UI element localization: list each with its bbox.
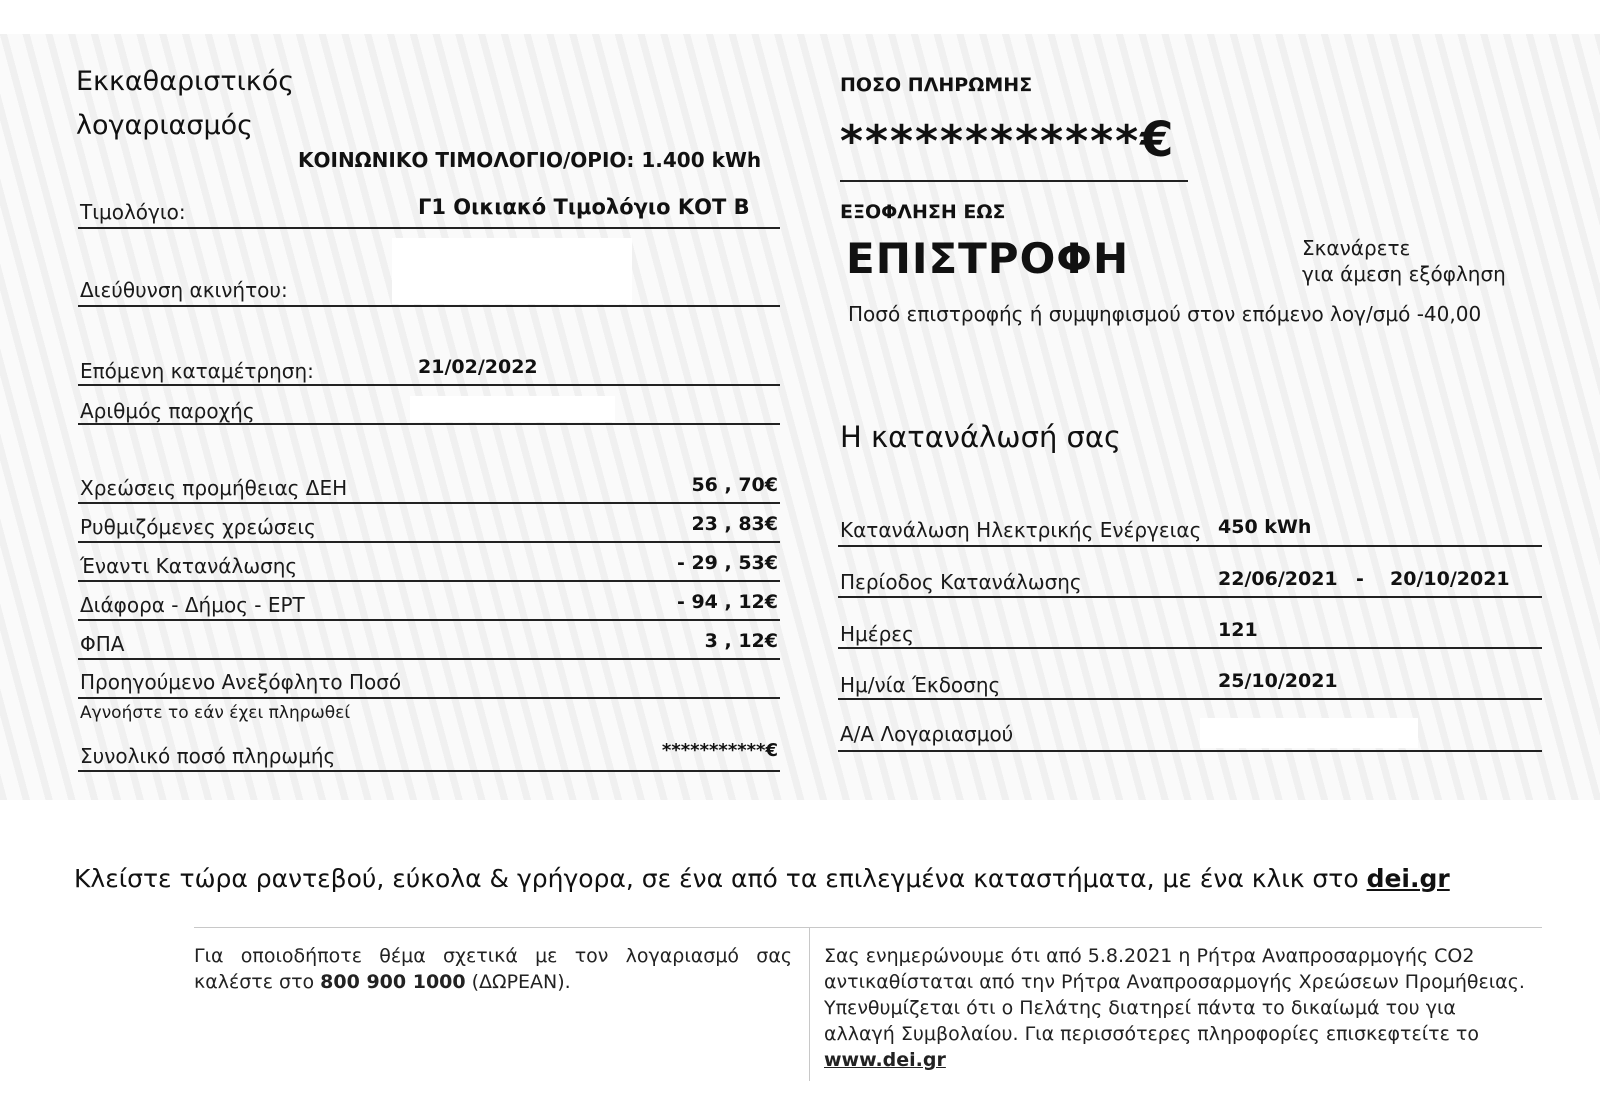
divider <box>78 541 780 543</box>
divider <box>78 580 780 582</box>
consumption-heading: Η κατανάλωσή σας <box>840 420 1122 454</box>
divider <box>78 305 780 307</box>
charge-value-misc: - 94 , 12€ <box>676 591 778 613</box>
issue-date-value: 25/10/2021 <box>1218 670 1338 692</box>
footer-notice-text: Σας ενημερώνουμε ότι από 5.8.2021 η Ρήτρα Αναπροσαρμογής CO2 αντικαθίσταται από την Ρήτρα Αναπροσαρμογής Χρεώσεων Προμήθειας. Υπενθυμίζεται ότι ο Πελάτης διατηρεί πάντα το δικαίωμά του για αλλαγή Συμβολαίου. Για περισσότερες πληροφορίες επισκεφτείτε το <box>824 945 1525 1045</box>
divider <box>838 545 1542 547</box>
divider <box>78 619 780 621</box>
promo-message: Κλείστε τώρα ραντεβού, εύκολα & γρήγορα, σε ένα από τα επιλεγμένα καταστήματα, με ένα κλικ στο <box>74 864 1367 893</box>
tariff-value: Γ1 Οικιακό Τιμολόγιο ΚΟΤ Β <box>418 195 750 219</box>
prev-unpaid-label: Προηγούμενο Ανεξόφλητο Ποσό <box>80 670 402 694</box>
currency-symbol: € <box>1140 112 1174 168</box>
divider <box>838 596 1542 598</box>
account-number-redacted <box>1200 718 1418 748</box>
divider <box>78 227 780 229</box>
footer-column-divider <box>809 927 810 1081</box>
supply-number-label: Αριθμός παροχής <box>80 399 255 423</box>
energy-label: Κατανάλωση Ηλεκτρικής Ενέργειας <box>840 518 1202 542</box>
next-reading-value: 21/02/2022 <box>418 356 538 378</box>
charge-value-advance: - 29 , 53€ <box>676 552 778 574</box>
social-tariff-label: ΚΟΙΝΩΝΙΚΟ ΤΙΜΟΛΟΓΙΟ/ΟΡΙΟ: 1.400 kWh <box>298 148 762 172</box>
title-line-1: Εκκαθαριστικός <box>76 66 295 97</box>
divider <box>78 697 780 699</box>
document-title <box>76 60 294 148</box>
refund-note: Ποσό επιστροφής ή συμψηφισμού στον επόμενο λογ/σμό -40,00 <box>848 302 1482 326</box>
charge-label-misc: Διάφορα - Δήμος - ΕΡΤ <box>80 593 305 617</box>
days-label: Ημέρες <box>840 622 914 646</box>
charge-value-supply: 56 , 70€ <box>691 474 778 496</box>
title-line-2: λογαριασμός <box>76 110 254 141</box>
charge-value-regulated: 23 , 83€ <box>691 513 778 535</box>
footer-contact <box>194 943 792 995</box>
due-label: ΕΞΟΦΛΗΣΗ ΕΩΣ <box>840 201 1006 223</box>
supply-number-redacted <box>410 396 615 422</box>
footer-contact-suffix: (ΔΩΡΕΑΝ). <box>465 971 571 993</box>
issue-date-label: Ημ/νία Έκδοσης <box>840 673 1001 697</box>
divider <box>838 750 1542 752</box>
period-from: 22/06/2021 <box>1218 568 1338 590</box>
divider <box>78 770 780 772</box>
address-redacted <box>392 238 632 304</box>
amount-label: ΠΟΣΟ ΠΛΗΡΩΜΗΣ <box>840 74 1033 96</box>
amount-field <box>840 112 1174 168</box>
divider <box>78 502 780 504</box>
footer-notice <box>824 943 1530 1073</box>
tariff-label: Τιμολόγιο: <box>80 200 186 224</box>
period-to: 20/10/2021 <box>1390 568 1510 590</box>
divider <box>838 698 1542 700</box>
promo-text <box>74 864 1450 893</box>
charge-value-vat: 3 , 12€ <box>704 630 778 652</box>
footer-divider <box>194 927 1542 928</box>
footer-contact-text: Για οποιοδήποτε θέμα σχετικά με τον λογαριασμό σας καλέστε στο <box>194 945 792 993</box>
next-reading-label: Επόμενη καταμέτρηση: <box>80 359 314 383</box>
footer-website-link[interactable]: www.dei.gr <box>824 1049 946 1071</box>
days-value: 121 <box>1218 619 1258 641</box>
charge-label-advance: Έναντι Κατανάλωσης <box>80 554 298 578</box>
divider <box>78 384 780 386</box>
account-number-label: Α/Α Λογαριασμού <box>840 722 1014 746</box>
charge-label-supply: Χρεώσεις προμήθειας ΔΕΗ <box>80 476 348 500</box>
charge-label-regulated: Ρυθμιζόμενες χρεώσεις <box>80 515 316 539</box>
divider <box>78 423 780 425</box>
promo-link[interactable]: dei.gr <box>1366 864 1450 893</box>
divider <box>838 647 1542 649</box>
amount-value: ************ <box>840 116 1141 167</box>
divider <box>840 180 1188 182</box>
scan-instruction-line-1: Σκανάρετε <box>1302 236 1411 260</box>
total-value: ***********€ <box>661 740 778 761</box>
charge-label-vat: ΦΠΑ <box>80 632 125 656</box>
support-phone: 800 900 1000 <box>320 971 466 993</box>
period-separator: - <box>1356 568 1364 590</box>
due-value: ΕΠΙΣΤΡΟΦΗ <box>846 234 1130 283</box>
prev-unpaid-note: Αγνοήστε το εάν έχει πληρωθεί <box>80 703 351 723</box>
period-label: Περίοδος Κατανάλωσης <box>840 570 1082 594</box>
address-label: Διεύθυνση ακινήτου: <box>80 278 288 302</box>
energy-value: 450 kWh <box>1218 516 1312 538</box>
total-label: Συνολικό ποσό πληρωμής <box>80 744 336 768</box>
divider <box>78 658 780 660</box>
scan-instruction-line-2: για άμεση εξόφληση <box>1302 262 1506 286</box>
